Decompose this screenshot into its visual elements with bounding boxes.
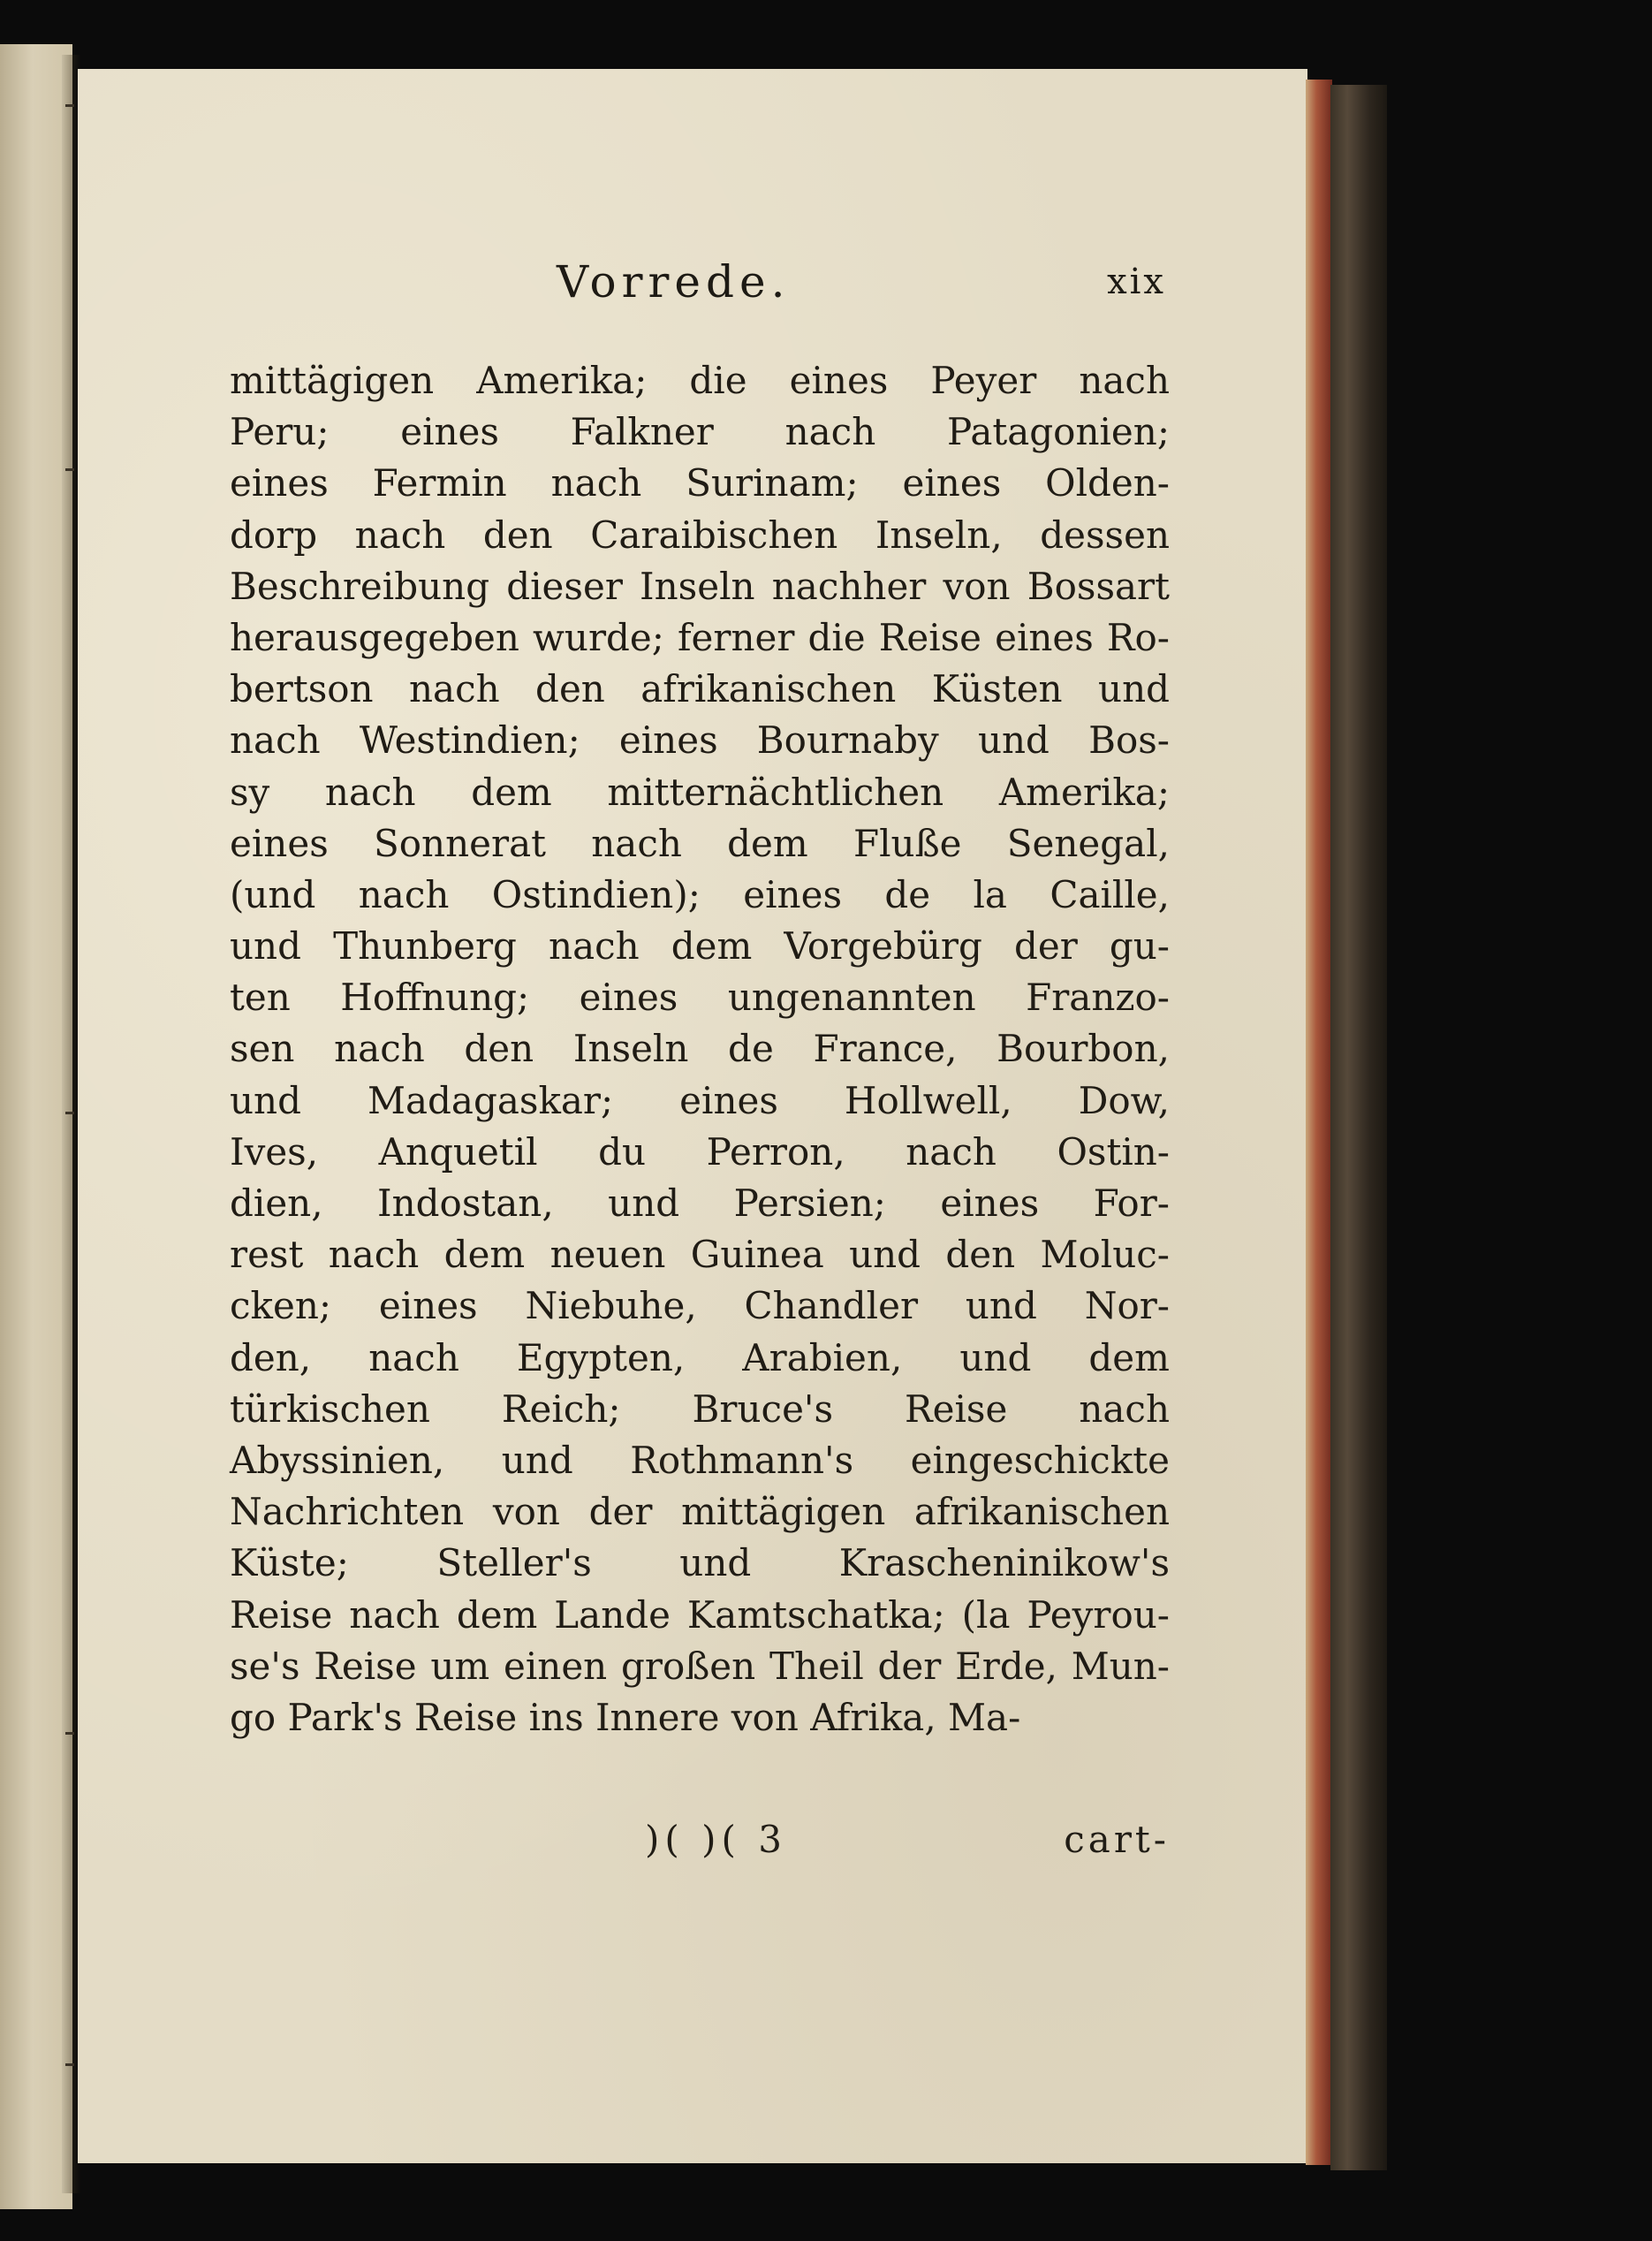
text-line: Ives, Anquetil du Perron, nach Ostin-	[230, 1129, 1170, 1174]
text-line: und Madagaskar; eines Hollwell, Dow,	[230, 1078, 1170, 1122]
catchword: cart-	[1064, 1818, 1170, 1861]
running-title: Vorrede.	[557, 256, 791, 308]
margin-mark	[65, 104, 74, 107]
signature-mark: )( )( 3	[645, 1818, 787, 1861]
text-line: und Thunberg nach dem Vorgebürg der gu-	[230, 924, 1170, 969]
text-line: mittägigen Amerika; die eines Peyer nach	[230, 359, 1170, 402]
margin-mark	[65, 1732, 74, 1735]
text-line: rest nach dem neuen Guinea und den Moluc-	[230, 1233, 1170, 1277]
text-line: dorp nach den Caraibischen Inseln, dessen	[230, 513, 1170, 557]
margin-mark	[65, 1112, 74, 1114]
page-footer	[230, 1818, 1170, 1871]
margin-mark	[65, 468, 74, 471]
text-line: (und nach Ostindien); eines de la Caille,	[230, 872, 1170, 916]
text-line: ten Hoffnung; eines ungenannten Franzo-	[230, 976, 1170, 1020]
text-line: Reise nach dem Lande Kamtschatka; (la Peyrou-	[230, 1592, 1170, 1637]
page-number: xix	[1107, 262, 1166, 302]
text-line: cken; eines Niebuhe, Chandler und Nor-	[230, 1284, 1170, 1328]
text-line: bertson nach den afrikanischen Küsten und	[230, 667, 1170, 711]
page-header	[521, 256, 1166, 318]
text-line: Küste; Steller's und Krascheninikow's	[230, 1541, 1170, 1585]
text-line: herausgegeben wurde; ferner die Reise eines Ro-	[230, 615, 1170, 659]
text-line: Nachrichten von der mittägigen afrikanischen	[230, 1490, 1170, 1534]
text-line: se's Reise um einen großen Theil der Erde, Mun-	[230, 1644, 1170, 1688]
text-line: sen nach den Inseln de France, Bourbon,	[230, 1027, 1170, 1071]
margin-mark	[65, 2063, 74, 2066]
text-line: Abyssinien, und Rothmann's eingeschickte	[230, 1438, 1170, 1482]
text-line: eines Sonnerat nach dem Fluße Senegal,	[230, 821, 1170, 865]
text-line: türkischen Reich; Bruce's Reise nach	[230, 1386, 1170, 1431]
body-text	[230, 355, 1170, 1743]
text-line: nach Westindien; eines Bournaby und Bos-	[230, 718, 1170, 763]
page-edge-red	[1306, 80, 1332, 2165]
text-line: Beschreibung dieser Inseln nachher von Bossart	[230, 564, 1170, 608]
text-line: go Park's Reise ins Innere von Afrika, Ma-	[230, 1695, 1021, 1739]
text-line: sy nach dem mitternächtlichen Amerika;	[230, 770, 1170, 814]
text-line: dien, Indostan, und Persien; eines For-	[230, 1181, 1170, 1225]
text-line: Peru; eines Falkner nach Patagonien;	[230, 410, 1170, 454]
text-line: den, nach Egypten, Arabien, und dem	[230, 1335, 1170, 1379]
book-cover	[1330, 85, 1387, 2170]
text-line: eines Fermin nach Surinam; eines Olden-	[230, 461, 1170, 505]
